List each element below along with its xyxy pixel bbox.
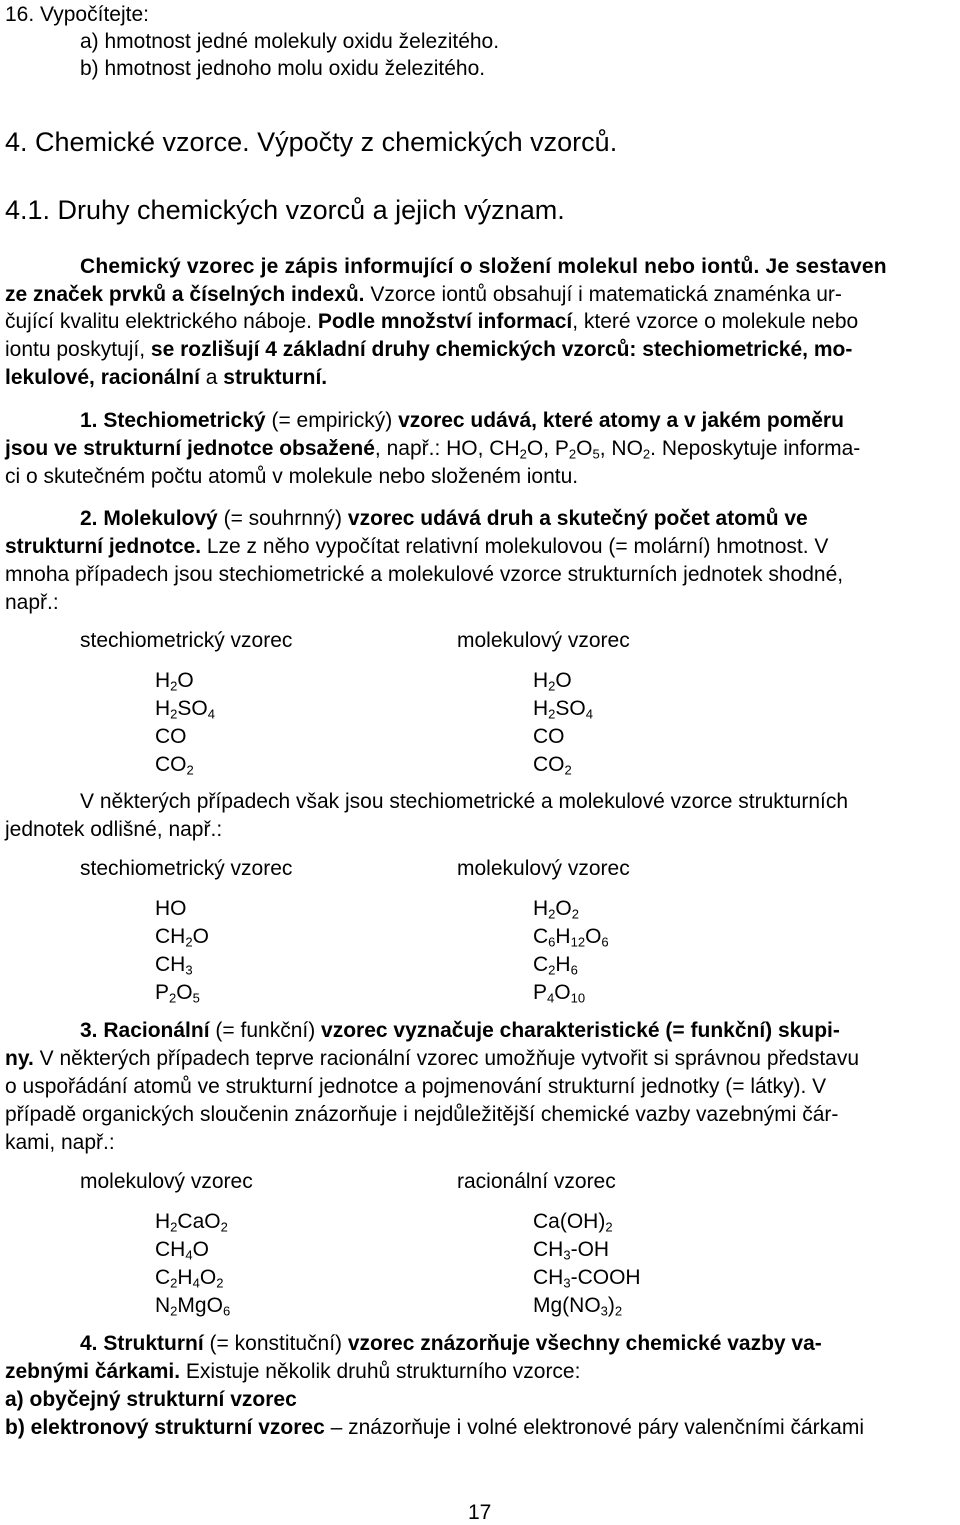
formula: $CH_4O$	[155, 1238, 209, 1263]
table1-header-molecular: molekulový vzorec	[457, 629, 630, 652]
formula: $H_2CaO_2$	[155, 1210, 228, 1235]
intro-line-3: čující kvalitu elektrického náboje. Podle množství informací, které vzorce o molekule nebo	[5, 310, 859, 333]
formula: $CH_3-OH$	[533, 1238, 610, 1263]
p2-line-3: mnoha případech jsou stechiometrické a molekulové vzorce strukturních jednotek shodné,	[5, 563, 844, 586]
formula: $Ca(OH)_2$	[533, 1210, 613, 1235]
p3-line-1: 3. Racionální (= funkční) vzorec vyznačuje charakteristické (= funkční) skupi-	[80, 1019, 840, 1042]
formula: $N_2MgO_6$	[155, 1294, 231, 1319]
table2-header-stoich: stechiometrický vzorec	[80, 857, 293, 880]
formula: $P_4O_{10}$	[533, 981, 586, 1006]
p2-line-1: 2. Molekulový (= souhrnný) vzorec udává druh a skutečný počet atomů ve	[80, 507, 808, 530]
page-number: 17	[468, 1501, 492, 1524]
intro-line-2: ze značek prvků a číselných indexů. Vzorce iontů obsahují i matematická znaménka ur-	[5, 283, 842, 306]
section-heading: 4.1. Druhy chemických vzorců a jejich význam.	[5, 195, 565, 225]
p4-item-a: a) obyčejný strukturní vzorec	[5, 1388, 297, 1411]
p3-line-4: případě organických sloučenin znázorňuje i nejdůležitější chemické vazby vazebnými čár-	[5, 1103, 839, 1126]
chapter-heading: 4. Chemické vzorce. Výpočty z chemických vzorců.	[5, 127, 618, 157]
formula: $C_2H_6$	[533, 953, 578, 978]
formula: $H_2SO_4$	[533, 697, 594, 722]
p4-line-2: zebnými čárkami. Existuje několik druhů strukturního vzorce:	[5, 1360, 581, 1383]
formula: $C_2H_4O_2$	[155, 1266, 224, 1291]
formula: $P_2O_5$	[155, 981, 200, 1006]
formula: $H_2SO_4$	[155, 697, 216, 722]
mid-text-line-1: V některých případech však jsou stechiometrické a molekulové vzorce strukturních	[80, 790, 849, 813]
formula: CO	[533, 725, 565, 748]
formula: $CH_2O$	[155, 925, 209, 950]
intro-line-1: Chemický vzorec je zápis informující o složení molekul nebo iontů. Je sestaven	[80, 255, 887, 278]
mid-text-line-2: jednotek odlišné, např.:	[5, 818, 223, 841]
p1-line-3: ci o skutečném počtu atomů v molekule nebo složeném iontu.	[5, 465, 579, 488]
formula: $CO_2$	[533, 753, 572, 778]
formula: $CH_3$	[155, 953, 193, 978]
table2-header-molecular: molekulový vzorec	[457, 857, 630, 880]
table3-header-rational: racionální vzorec	[457, 1170, 616, 1193]
table3-header-molecular: molekulový vzorec	[80, 1170, 253, 1193]
formula: $H_2O$	[533, 669, 572, 694]
table1-header-stoich: stechiometrický vzorec	[80, 629, 293, 652]
p2-line-4: např.:	[5, 591, 59, 614]
exercise-title: 16. Vypočítejte:	[5, 3, 149, 26]
formula: $CO_2$	[155, 753, 194, 778]
formula: $Mg(NO_3)_2$	[533, 1294, 623, 1319]
p4-item-b: b) elektronový strukturní vzorec – znázorňuje i volné elektronové páry valenčními čárkami	[5, 1416, 865, 1439]
exercise-item-b: b) hmotnost jednoho molu oxidu železitého.	[80, 57, 486, 80]
p4-line-1: 4. Strukturní (= konstituční) vzorec znázorňuje všechny chemické vazby va-	[80, 1332, 822, 1355]
formula: $C_6H_{12}O_6$	[533, 925, 609, 950]
p2-line-2: strukturní jednotce. Lze z něho vypočítat relativní molekulovou (= molární) hmotnost. V	[5, 535, 829, 558]
p1-line-1: 1. Stechiometrický (= empirický) vzorec udává, které atomy a v jakém poměru	[80, 409, 844, 432]
p3-line-2: ny. V některých případech teprve racionální vzorec umožňuje vytvořit si správnou představu	[5, 1047, 860, 1070]
intro-line-5: lekulové, racionální a strukturní.	[5, 366, 328, 389]
p1-line-2: jsou ve strukturní jednotce obsažené, např.: HO, $CH_2O$, $P_2O_5$, $NO_2$. Neposkytuje informa-	[5, 437, 861, 462]
formula: $H_2O_2$	[533, 897, 580, 922]
formula: $CH_3$-COOH	[533, 1266, 641, 1291]
formula: CO	[155, 725, 187, 748]
intro-line-4: iontu poskytují, se rozlišují 4 základní druhy chemických vzorců: stechiometrické, mo-	[5, 338, 853, 361]
p3-line-5: kami, např.:	[5, 1131, 115, 1154]
exercise-item-a: a) hmotnost jedné molekuly oxidu železitého.	[80, 30, 500, 53]
formula: $H_2O$	[155, 669, 194, 694]
formula: HO	[155, 897, 187, 920]
p3-line-3: o uspořádání atomů ve strukturní jednotce a pojmenování strukturní jednotky (= látky). V	[5, 1075, 827, 1098]
